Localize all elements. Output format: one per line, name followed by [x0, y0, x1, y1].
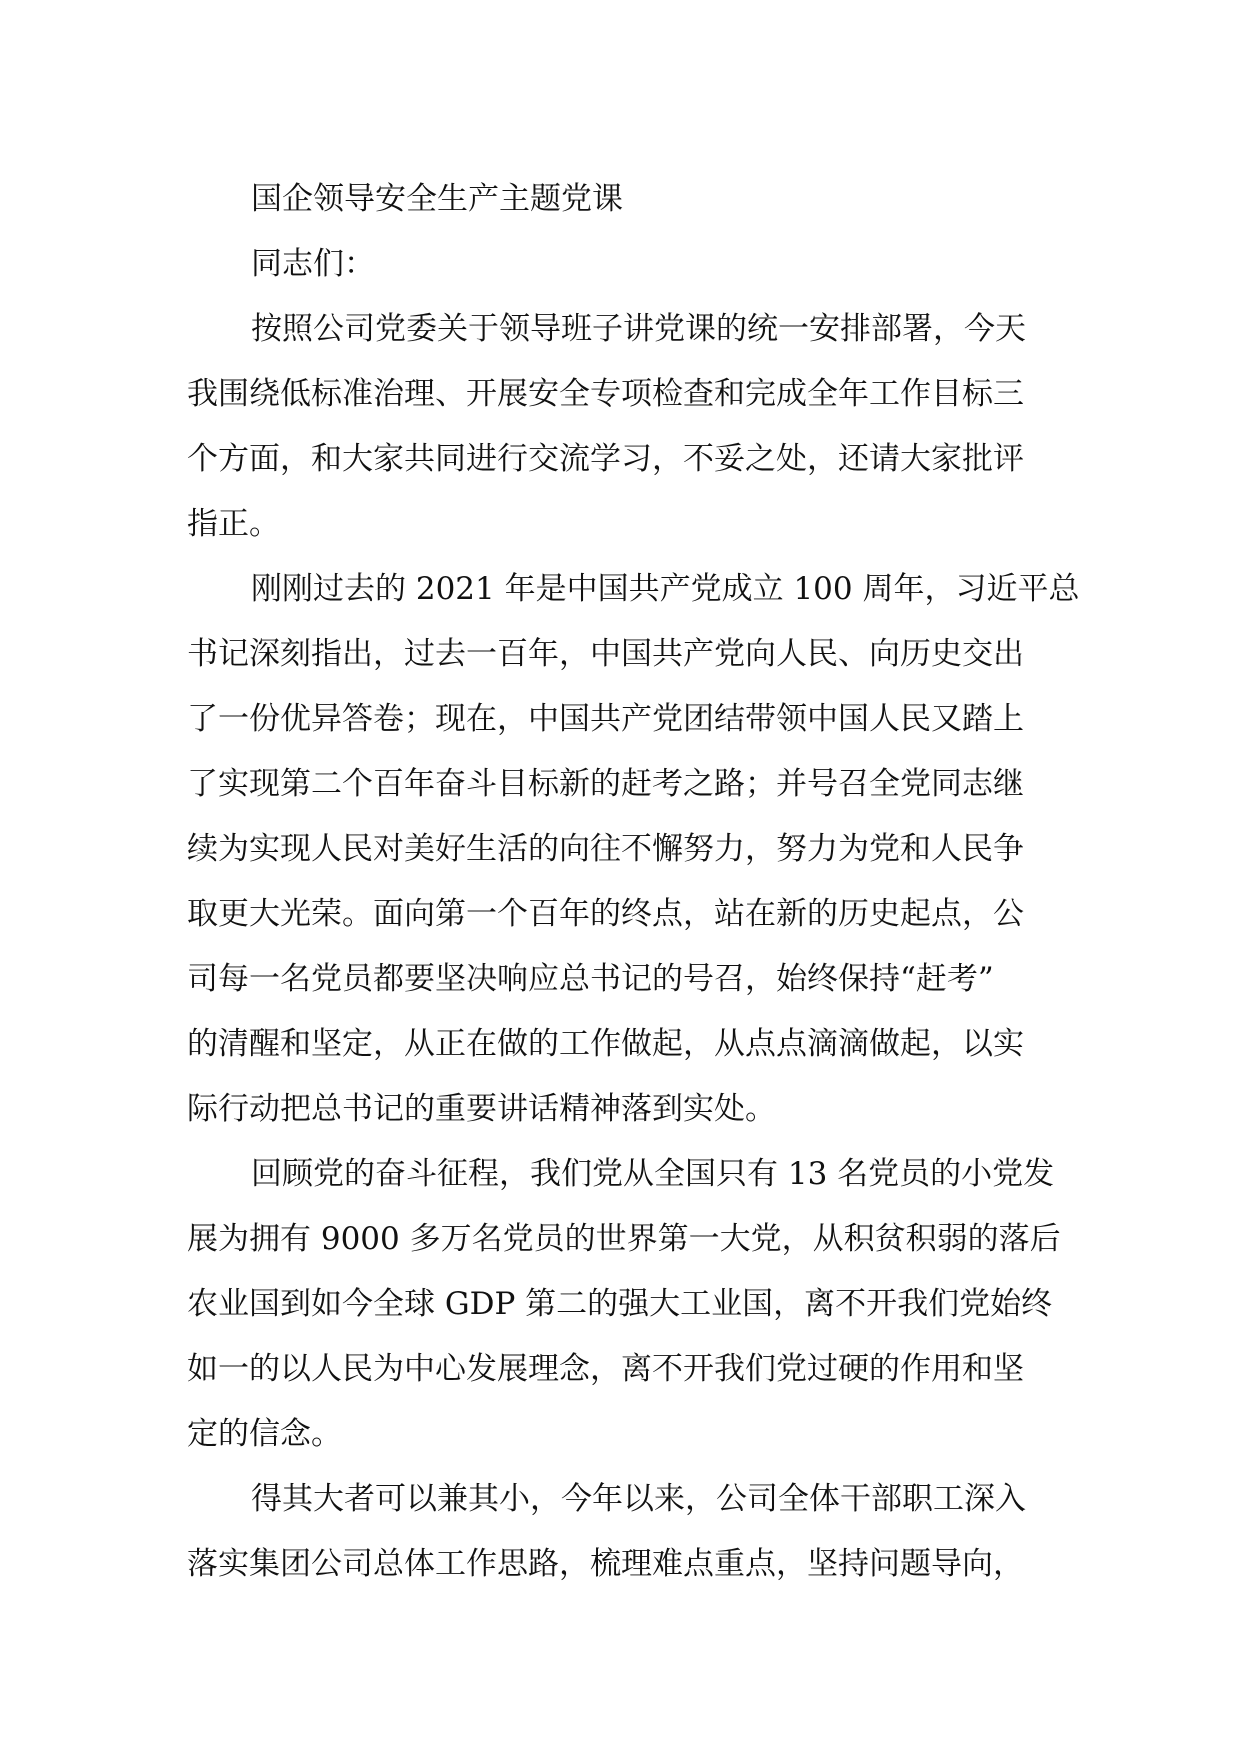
paragraph-line: 如一的以人民为中心发展理念，离不开我们党过硬的作用和坚	[187, 1351, 1024, 1387]
paragraph-line: 指正。	[187, 506, 280, 542]
paragraph-1	[187, 297, 1067, 557]
paragraph-line: 回顾党的奋斗征程，我们党从全国只有 13 名党员的小党发	[251, 1156, 1055, 1192]
paragraph-line: 的清醒和坚定，从正在做的工作做起，从点点滴滴做起，以实	[187, 1026, 1024, 1062]
paragraph-line: 取更大光荣。面向第一个百年的终点，站在新的历史起点，公	[187, 896, 1024, 932]
paragraph-line: 际行动把总书记的重要讲话精神落到实处。	[187, 1091, 776, 1127]
paragraph-4	[187, 1467, 1067, 1597]
document-body	[187, 167, 1080, 1597]
salutation: 同志们：	[251, 246, 375, 282]
paragraph-line: 书记深刻指出，过去一百年，中国共产党向人民、向历史交出	[187, 636, 1024, 672]
document-title: 国企领导安全生产主题党课	[251, 181, 623, 217]
paragraph-3	[187, 1142, 1067, 1467]
paragraph-line: 我围绕低标准治理、开展安全专项检查和完成全年工作目标三	[187, 376, 1024, 412]
paragraph-line: 得其大者可以兼其小，今年以来，公司全体干部职工深入	[251, 1481, 1026, 1517]
paragraph-line: 了实现第二个百年奋斗目标新的赶考之路；并号召全党同志继	[187, 766, 1024, 802]
paragraph-line: 了一份优异答卷；现在，中国共产党团结带领中国人民又踏上	[187, 701, 1024, 737]
paragraph-line: 续为实现人民对美好生活的向往不懈努力，努力为党和人民争	[187, 831, 1024, 867]
paragraph-line: 展为拥有 9000 多万名党员的世界第一大党，从积贫积弱的落后	[187, 1221, 1061, 1257]
paragraph-line: 个方面，和大家共同进行交流学习，不妥之处，还请大家批评	[187, 441, 1024, 477]
paragraph-line: 刚刚过去的 2021 年是中国共产党成立 100 周年，习近平总	[251, 571, 1080, 607]
paragraph-2	[187, 557, 1080, 1142]
paragraph-line: 定的信念。	[187, 1416, 342, 1452]
paragraph-line: 按照公司党委关于领导班子讲党课的统一安排部署，今天	[251, 311, 1026, 347]
paragraph-line: 司每一名党员都要坚决响应总书记的号召，始终保持“赶考”	[187, 961, 994, 997]
paragraph-line: 落实集团公司总体工作思路，梳理难点重点，坚持问题导向，	[187, 1546, 1024, 1582]
paragraph-line: 农业国到如今全球 GDP 第二的强大工业国，离不开我们党始终	[187, 1286, 1053, 1322]
